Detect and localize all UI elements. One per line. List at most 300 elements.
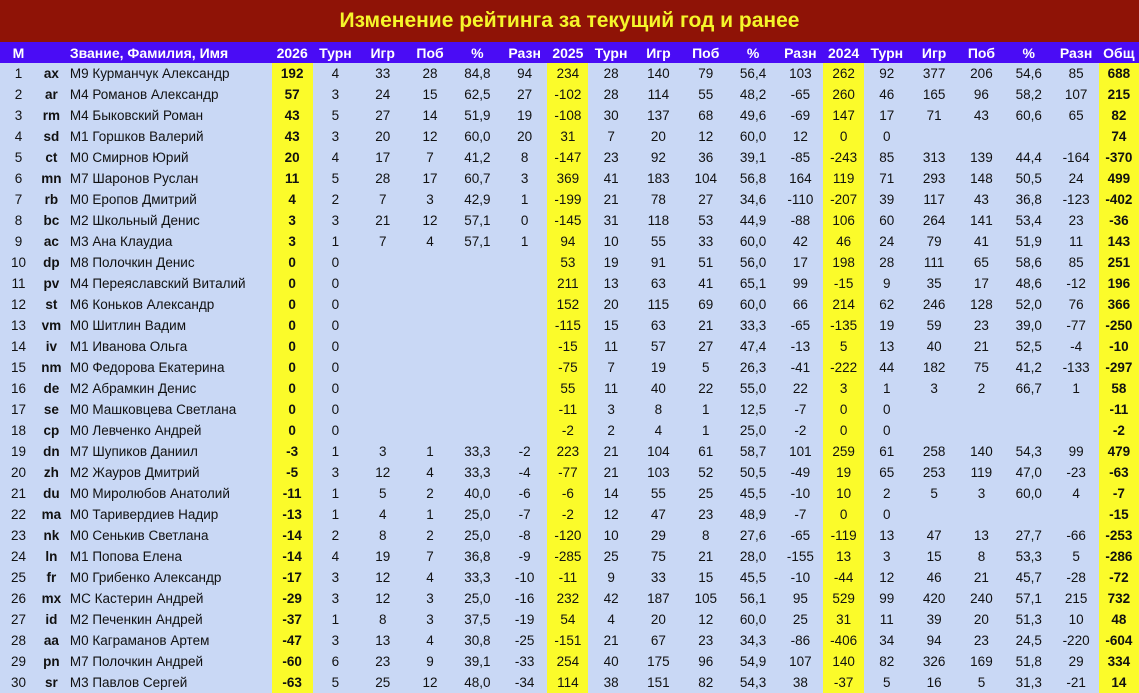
cell-col-name: М9 Курманчук Александр xyxy=(66,63,272,84)
cell-col-2025-diff: -65 xyxy=(778,315,823,336)
cell-col-2026-tourn: 3 xyxy=(313,630,358,651)
cell-col-2026-tourn: 3 xyxy=(313,210,358,231)
header-col-2026-games[interactable]: Игр xyxy=(358,42,407,63)
cell-col-2024: 260 xyxy=(823,84,864,105)
cell-col-2024: -37 xyxy=(823,672,864,693)
header-col-2025-diff[interactable]: Разн xyxy=(778,42,823,63)
cell-col-2024-pct: 60,6 xyxy=(1004,105,1053,126)
cell-col-2026: 0 xyxy=(272,357,313,378)
cell-col-2024-games: 39 xyxy=(909,609,958,630)
cell-col-2024-games: 111 xyxy=(909,252,958,273)
header-col-2025-games[interactable]: Игр xyxy=(634,42,683,63)
cell-col-2026-pct xyxy=(453,252,502,273)
cell-col-2026-diff: -16 xyxy=(502,588,547,609)
header-col-nick[interactable] xyxy=(37,42,66,63)
cell-col-2026-pct: 60,0 xyxy=(453,126,502,147)
cell-col-2025-tourn: 3 xyxy=(588,399,633,420)
header-col-2024[interactable]: 2024 xyxy=(823,42,864,63)
cell-col-2026-games xyxy=(358,273,407,294)
cell-col-2025-wins: 69 xyxy=(683,294,728,315)
cell-col-2026-diff: 3 xyxy=(502,168,547,189)
cell-col-2025-games: 20 xyxy=(634,126,683,147)
cell-col-2024-diff: -21 xyxy=(1053,672,1098,693)
cell-col-2026-games: 4 xyxy=(358,504,407,525)
cell-col-2026-wins: 4 xyxy=(407,630,452,651)
cell-col-2025-pct: 27,6 xyxy=(728,525,777,546)
cell-col-rank: 22 xyxy=(0,504,37,525)
cell-col-total: -253 xyxy=(1099,525,1139,546)
cell-col-nick: dp xyxy=(37,252,66,273)
table-header-row xyxy=(0,42,1139,63)
cell-col-2025: -285 xyxy=(547,546,588,567)
cell-col-2024-wins: 141 xyxy=(959,210,1004,231)
cell-col-2026: 20 xyxy=(272,147,313,168)
cell-col-2026-pct xyxy=(453,420,502,441)
table-row xyxy=(0,357,1139,378)
cell-col-2025-tourn: 20 xyxy=(588,294,633,315)
cell-col-2026-pct: 57,1 xyxy=(453,210,502,231)
cell-col-rank: 4 xyxy=(0,126,37,147)
cell-col-2026-diff: 8 xyxy=(502,147,547,168)
cell-col-2025-pct: 60,0 xyxy=(728,231,777,252)
cell-col-2026: 11 xyxy=(272,168,313,189)
cell-col-rank: 21 xyxy=(0,483,37,504)
cell-col-2026-tourn: 0 xyxy=(313,315,358,336)
header-col-2024-games[interactable]: Игр xyxy=(909,42,958,63)
cell-col-2024-wins xyxy=(959,504,1004,525)
cell-col-2026-diff: 1 xyxy=(502,189,547,210)
cell-col-2025-pct: 54,3 xyxy=(728,672,777,693)
cell-col-total: -286 xyxy=(1099,546,1139,567)
cell-col-nick: nm xyxy=(37,357,66,378)
cell-col-2024-games: 253 xyxy=(909,462,958,483)
header-col-2026-diff[interactable]: Разн xyxy=(502,42,547,63)
cell-col-2024-tourn: 46 xyxy=(864,84,909,105)
cell-col-2025-diff: -41 xyxy=(778,357,823,378)
cell-col-2026-tourn: 2 xyxy=(313,525,358,546)
cell-col-total: 479 xyxy=(1099,441,1139,462)
cell-col-2026-diff xyxy=(502,273,547,294)
cell-col-2024-games: 246 xyxy=(909,294,958,315)
table-row xyxy=(0,189,1139,210)
cell-col-2025-wins: 1 xyxy=(683,420,728,441)
cell-col-nick: mn xyxy=(37,168,66,189)
cell-col-rank: 19 xyxy=(0,441,37,462)
cell-col-2026-tourn: 6 xyxy=(313,651,358,672)
cell-col-2024-diff: 85 xyxy=(1053,63,1098,84)
cell-col-nick: aa xyxy=(37,630,66,651)
cell-col-2026-games: 20 xyxy=(358,126,407,147)
cell-col-2025-games: 92 xyxy=(634,147,683,168)
cell-col-2025-tourn: 28 xyxy=(588,84,633,105)
cell-col-2024-pct: 39,0 xyxy=(1004,315,1053,336)
cell-col-rank: 12 xyxy=(0,294,37,315)
cell-col-2026-wins xyxy=(407,315,452,336)
cell-col-2024-diff: -77 xyxy=(1053,315,1098,336)
cell-col-rank: 23 xyxy=(0,525,37,546)
cell-col-2026-wins xyxy=(407,420,452,441)
cell-col-2026-games: 27 xyxy=(358,105,407,126)
cell-col-2025-games: 75 xyxy=(634,546,683,567)
cell-col-name: М0 Еропов Дмитрий xyxy=(66,189,272,210)
cell-col-2026: -63 xyxy=(272,672,313,693)
header-col-2024-wins[interactable]: Поб xyxy=(959,42,1004,63)
cell-col-2025: -15 xyxy=(547,336,588,357)
cell-col-name: М4 Быковский Роман xyxy=(66,105,272,126)
cell-col-2025-wins: 105 xyxy=(683,588,728,609)
cell-col-2026: -60 xyxy=(272,651,313,672)
cell-col-2026-tourn: 1 xyxy=(313,231,358,252)
cell-col-2024-diff: -23 xyxy=(1053,462,1098,483)
header-col-rank[interactable]: М xyxy=(0,42,37,63)
cell-col-2025-tourn: 7 xyxy=(588,126,633,147)
cell-col-2024-pct xyxy=(1004,504,1053,525)
cell-col-nick: pn xyxy=(37,651,66,672)
cell-col-rank: 30 xyxy=(0,672,37,693)
cell-col-2024: 0 xyxy=(823,504,864,525)
header-col-2026[interactable]: 2026 xyxy=(272,42,313,63)
cell-col-2026-games: 28 xyxy=(358,168,407,189)
table-row xyxy=(0,231,1139,252)
cell-col-2025-pct: 50,5 xyxy=(728,462,777,483)
cell-col-2024: -119 xyxy=(823,525,864,546)
cell-col-2024-pct: 27,7 xyxy=(1004,525,1053,546)
cell-col-2025-games: 63 xyxy=(634,273,683,294)
cell-col-2026: 0 xyxy=(272,378,313,399)
cell-col-2024-games: 117 xyxy=(909,189,958,210)
cell-col-rank: 14 xyxy=(0,336,37,357)
cell-col-2025-games: 19 xyxy=(634,357,683,378)
cell-col-2026-games: 17 xyxy=(358,147,407,168)
header-col-2026-tourn[interactable]: Турн xyxy=(313,42,358,63)
cell-col-2025-tourn: 15 xyxy=(588,315,633,336)
cell-col-2026-pct xyxy=(453,357,502,378)
cell-col-2024-wins: 75 xyxy=(959,357,1004,378)
header-col-2025-wins[interactable]: Поб xyxy=(683,42,728,63)
cell-col-2026-wins: 3 xyxy=(407,609,452,630)
cell-col-2026-diff xyxy=(502,399,547,420)
cell-col-2026-games: 7 xyxy=(358,189,407,210)
cell-col-2026-tourn: 1 xyxy=(313,483,358,504)
cell-col-2026-games: 19 xyxy=(358,546,407,567)
cell-col-2026-tourn: 0 xyxy=(313,273,358,294)
cell-col-2025-diff: -88 xyxy=(778,210,823,231)
cell-col-2025-wins: 36 xyxy=(683,147,728,168)
header-col-2025-tourn[interactable]: Турн xyxy=(588,42,633,63)
cell-col-name: М1 Иванова Ольга xyxy=(66,336,272,357)
cell-col-rank: 3 xyxy=(0,105,37,126)
cell-col-total: 48 xyxy=(1099,609,1139,630)
cell-col-2025-wins: 23 xyxy=(683,630,728,651)
table-row xyxy=(0,525,1139,546)
table-row xyxy=(0,315,1139,336)
cell-col-2025: -145 xyxy=(547,210,588,231)
cell-col-name: М0 Смирнов Юрий xyxy=(66,147,272,168)
cell-col-2025-diff: 22 xyxy=(778,378,823,399)
cell-col-2026-pct: 37,5 xyxy=(453,609,502,630)
header-col-2025[interactable]: 2025 xyxy=(547,42,588,63)
cell-col-2026-pct: 62,5 xyxy=(453,84,502,105)
cell-col-2026-diff xyxy=(502,315,547,336)
cell-col-2025: 31 xyxy=(547,126,588,147)
cell-col-2024: 19 xyxy=(823,462,864,483)
cell-col-2024-diff: 85 xyxy=(1053,252,1098,273)
cell-col-2025: -115 xyxy=(547,315,588,336)
cell-col-2025-tourn: 13 xyxy=(588,273,633,294)
cell-col-2024-games: 258 xyxy=(909,441,958,462)
cell-col-2025-diff: 164 xyxy=(778,168,823,189)
cell-col-2026-diff: 0 xyxy=(502,210,547,231)
cell-col-2024-wins: 3 xyxy=(959,483,1004,504)
cell-col-2026-pct: 25,0 xyxy=(453,504,502,525)
cell-col-2025-wins: 22 xyxy=(683,378,728,399)
cell-col-2026-tourn: 5 xyxy=(313,168,358,189)
cell-col-2024-games: 15 xyxy=(909,546,958,567)
cell-col-2025-tourn: 11 xyxy=(588,378,633,399)
cell-col-2024-pct xyxy=(1004,399,1053,420)
cell-col-2025: 234 xyxy=(547,63,588,84)
cell-col-2024-tourn: 5 xyxy=(864,672,909,693)
cell-col-name: М4 Романов Александр xyxy=(66,84,272,105)
cell-col-total: -72 xyxy=(1099,567,1139,588)
cell-col-2026-pct: 84,8 xyxy=(453,63,502,84)
cell-col-2026-diff: 94 xyxy=(502,63,547,84)
cell-col-2026-games: 8 xyxy=(358,609,407,630)
cell-col-nick: ac xyxy=(37,231,66,252)
table-body xyxy=(0,63,1139,693)
cell-col-rank: 13 xyxy=(0,315,37,336)
cell-col-2024-tourn: 17 xyxy=(864,105,909,126)
cell-col-2025-pct: 54,9 xyxy=(728,651,777,672)
cell-col-2026-games xyxy=(358,357,407,378)
cell-col-2026-wins xyxy=(407,378,452,399)
cell-col-2025-diff: 107 xyxy=(778,651,823,672)
header-col-2024-pct[interactable]: % xyxy=(1004,42,1053,63)
cell-col-2025-wins: 23 xyxy=(683,504,728,525)
cell-col-2024: 0 xyxy=(823,420,864,441)
cell-col-2025-tourn: 30 xyxy=(588,105,633,126)
cell-col-2025-games: 67 xyxy=(634,630,683,651)
cell-col-2026-diff: 27 xyxy=(502,84,547,105)
cell-col-2024: 0 xyxy=(823,126,864,147)
cell-col-2026-games: 13 xyxy=(358,630,407,651)
cell-col-2024-diff: -4 xyxy=(1053,336,1098,357)
cell-col-2026-wins: 12 xyxy=(407,126,452,147)
header-col-total[interactable]: Общ xyxy=(1099,42,1139,63)
cell-col-2025-pct: 33,3 xyxy=(728,315,777,336)
cell-col-2026: 43 xyxy=(272,105,313,126)
cell-col-2026-diff: -8 xyxy=(502,525,547,546)
cell-col-2026-wins: 9 xyxy=(407,651,452,672)
cell-col-2026-wins: 1 xyxy=(407,504,452,525)
cell-col-2024-tourn: 28 xyxy=(864,252,909,273)
cell-col-nick: ax xyxy=(37,63,66,84)
cell-col-rank: 9 xyxy=(0,231,37,252)
cell-col-2024-tourn: 3 xyxy=(864,546,909,567)
cell-col-2024-diff: 76 xyxy=(1053,294,1098,315)
cell-col-2025-pct: 26,3 xyxy=(728,357,777,378)
cell-col-nick: nk xyxy=(37,525,66,546)
cell-col-2025-tourn: 10 xyxy=(588,231,633,252)
cell-col-total: 196 xyxy=(1099,273,1139,294)
cell-col-nick: zh xyxy=(37,462,66,483)
cell-col-2024: 46 xyxy=(823,231,864,252)
cell-col-2024-diff: 24 xyxy=(1053,168,1098,189)
cell-col-2025-diff: 95 xyxy=(778,588,823,609)
cell-col-2026-wins: 28 xyxy=(407,63,452,84)
cell-col-2025-pct: 25,0 xyxy=(728,420,777,441)
cell-col-2026: 0 xyxy=(272,420,313,441)
cell-col-2026-wins: 17 xyxy=(407,168,452,189)
cell-col-2025: -102 xyxy=(547,84,588,105)
cell-col-2024-tourn: 61 xyxy=(864,441,909,462)
cell-col-2024-games xyxy=(909,504,958,525)
cell-col-2024-games: 3 xyxy=(909,378,958,399)
cell-col-2024-pct xyxy=(1004,126,1053,147)
cell-col-2026-diff: -2 xyxy=(502,441,547,462)
cell-col-2026-games: 7 xyxy=(358,231,407,252)
table-row xyxy=(0,84,1139,105)
cell-col-2024-games: 293 xyxy=(909,168,958,189)
cell-col-2025-wins: 55 xyxy=(683,84,728,105)
cell-col-2024-games: 264 xyxy=(909,210,958,231)
cell-col-2026-pct: 39,1 xyxy=(453,651,502,672)
cell-col-2025-games: 187 xyxy=(634,588,683,609)
cell-col-2024: 214 xyxy=(823,294,864,315)
cell-col-2025-pct: 49,6 xyxy=(728,105,777,126)
cell-col-2025-wins: 53 xyxy=(683,210,728,231)
cell-col-2025: -120 xyxy=(547,525,588,546)
cell-col-2024: -44 xyxy=(823,567,864,588)
cell-col-name: М0 Миролюбов Анатолий xyxy=(66,483,272,504)
cell-col-2026-wins: 4 xyxy=(407,462,452,483)
cell-col-2024-tourn: 13 xyxy=(864,336,909,357)
cell-col-nick: pv xyxy=(37,273,66,294)
cell-col-2026-diff xyxy=(502,357,547,378)
cell-col-2024-games: 46 xyxy=(909,567,958,588)
table-row xyxy=(0,126,1139,147)
cell-col-2026-wins xyxy=(407,294,452,315)
cell-col-2024-pct: 51,8 xyxy=(1004,651,1053,672)
cell-col-2025: 254 xyxy=(547,651,588,672)
cell-col-2024-tourn: 99 xyxy=(864,588,909,609)
header-col-2024-diff[interactable]: Разн xyxy=(1053,42,1098,63)
cell-col-2026: 4 xyxy=(272,189,313,210)
cell-col-2026: 0 xyxy=(272,336,313,357)
cell-col-2025-pct: 60,0 xyxy=(728,126,777,147)
cell-col-2026-pct: 36,8 xyxy=(453,546,502,567)
cell-col-2024-wins: 139 xyxy=(959,147,1004,168)
cell-col-2025-pct: 56,4 xyxy=(728,63,777,84)
table-row xyxy=(0,651,1139,672)
cell-col-2025-tourn: 21 xyxy=(588,189,633,210)
cell-col-2024-pct: 51,3 xyxy=(1004,609,1053,630)
cell-col-rank: 5 xyxy=(0,147,37,168)
cell-col-2025-wins: 51 xyxy=(683,252,728,273)
cell-col-2024-wins xyxy=(959,399,1004,420)
cell-col-2024-wins: 119 xyxy=(959,462,1004,483)
cell-col-2024-games: 47 xyxy=(909,525,958,546)
cell-col-2026-diff: 1 xyxy=(502,231,547,252)
cell-col-2025-games: 40 xyxy=(634,378,683,399)
cell-col-2025-diff: 103 xyxy=(778,63,823,84)
cell-col-2026-wins xyxy=(407,252,452,273)
cell-col-2026-tourn: 5 xyxy=(313,105,358,126)
cell-col-name: М0 Машковцева Светлана xyxy=(66,399,272,420)
cell-col-2024-tourn: 39 xyxy=(864,189,909,210)
cell-col-2025-games: 4 xyxy=(634,420,683,441)
cell-col-2026-diff: -6 xyxy=(502,483,547,504)
cell-col-2025-games: 115 xyxy=(634,294,683,315)
cell-col-2025-diff: 12 xyxy=(778,126,823,147)
cell-col-2026-tourn: 0 xyxy=(313,336,358,357)
cell-col-2025: -11 xyxy=(547,399,588,420)
cell-col-2025: 211 xyxy=(547,273,588,294)
cell-col-2025-wins: 96 xyxy=(683,651,728,672)
cell-col-2025-wins: 33 xyxy=(683,231,728,252)
cell-col-name: М6 Коньков Александр xyxy=(66,294,272,315)
header-col-name[interactable]: Звание, Фамилия, Имя xyxy=(66,42,272,63)
header-col-2026-pct[interactable]: % xyxy=(453,42,502,63)
cell-col-2026-tourn: 4 xyxy=(313,63,358,84)
cell-col-2024-pct: 53,4 xyxy=(1004,210,1053,231)
cell-col-2026-tourn: 0 xyxy=(313,252,358,273)
cell-col-2024-wins: 140 xyxy=(959,441,1004,462)
cell-col-2024-tourn: 71 xyxy=(864,168,909,189)
cell-col-2025: 114 xyxy=(547,672,588,693)
cell-col-2026-tourn: 4 xyxy=(313,546,358,567)
cell-col-2025-tourn: 4 xyxy=(588,609,633,630)
cell-col-2026-wins: 12 xyxy=(407,210,452,231)
cell-col-2024-wins xyxy=(959,420,1004,441)
cell-col-name: М0 Таривердиев Надир xyxy=(66,504,272,525)
header-col-2024-tourn[interactable]: Турн xyxy=(864,42,909,63)
cell-col-2026: 3 xyxy=(272,231,313,252)
cell-col-2024: 106 xyxy=(823,210,864,231)
cell-col-2024-diff: -123 xyxy=(1053,189,1098,210)
cell-col-2024-tourn: 60 xyxy=(864,210,909,231)
cell-col-2025-diff: 38 xyxy=(778,672,823,693)
cell-col-2024-pct: 50,5 xyxy=(1004,168,1053,189)
cell-col-total: -250 xyxy=(1099,315,1139,336)
cell-col-2024-tourn: 0 xyxy=(864,420,909,441)
cell-col-2024-games: 5 xyxy=(909,483,958,504)
header-col-2026-wins[interactable]: Поб xyxy=(407,42,452,63)
cell-col-total: -15 xyxy=(1099,504,1139,525)
cell-col-nick: vm xyxy=(37,315,66,336)
cell-col-2024-pct: 54,3 xyxy=(1004,441,1053,462)
cell-col-2024-pct: 52,0 xyxy=(1004,294,1053,315)
table-row xyxy=(0,504,1139,525)
cell-col-2025-games: 103 xyxy=(634,462,683,483)
cell-col-2024-games: 71 xyxy=(909,105,958,126)
cell-col-2025-tourn: 23 xyxy=(588,147,633,168)
cell-col-name: М7 Шупиков Даниил xyxy=(66,441,272,462)
cell-col-2025-games: 78 xyxy=(634,189,683,210)
cell-col-2024-wins: 128 xyxy=(959,294,1004,315)
cell-col-name: М0 Каграманов Артем xyxy=(66,630,272,651)
cell-col-nick: sr xyxy=(37,672,66,693)
cell-col-2025-diff: -65 xyxy=(778,84,823,105)
cell-col-2026-diff xyxy=(502,294,547,315)
cell-col-2025-tourn: 2 xyxy=(588,420,633,441)
header-col-2025-pct[interactable]: % xyxy=(728,42,777,63)
cell-col-name: М7 Полочкин Андрей xyxy=(66,651,272,672)
cell-col-2026-wins: 1 xyxy=(407,441,452,462)
cell-col-2024-wins: 13 xyxy=(959,525,1004,546)
cell-col-2026-games: 5 xyxy=(358,483,407,504)
cell-col-2024: -15 xyxy=(823,273,864,294)
